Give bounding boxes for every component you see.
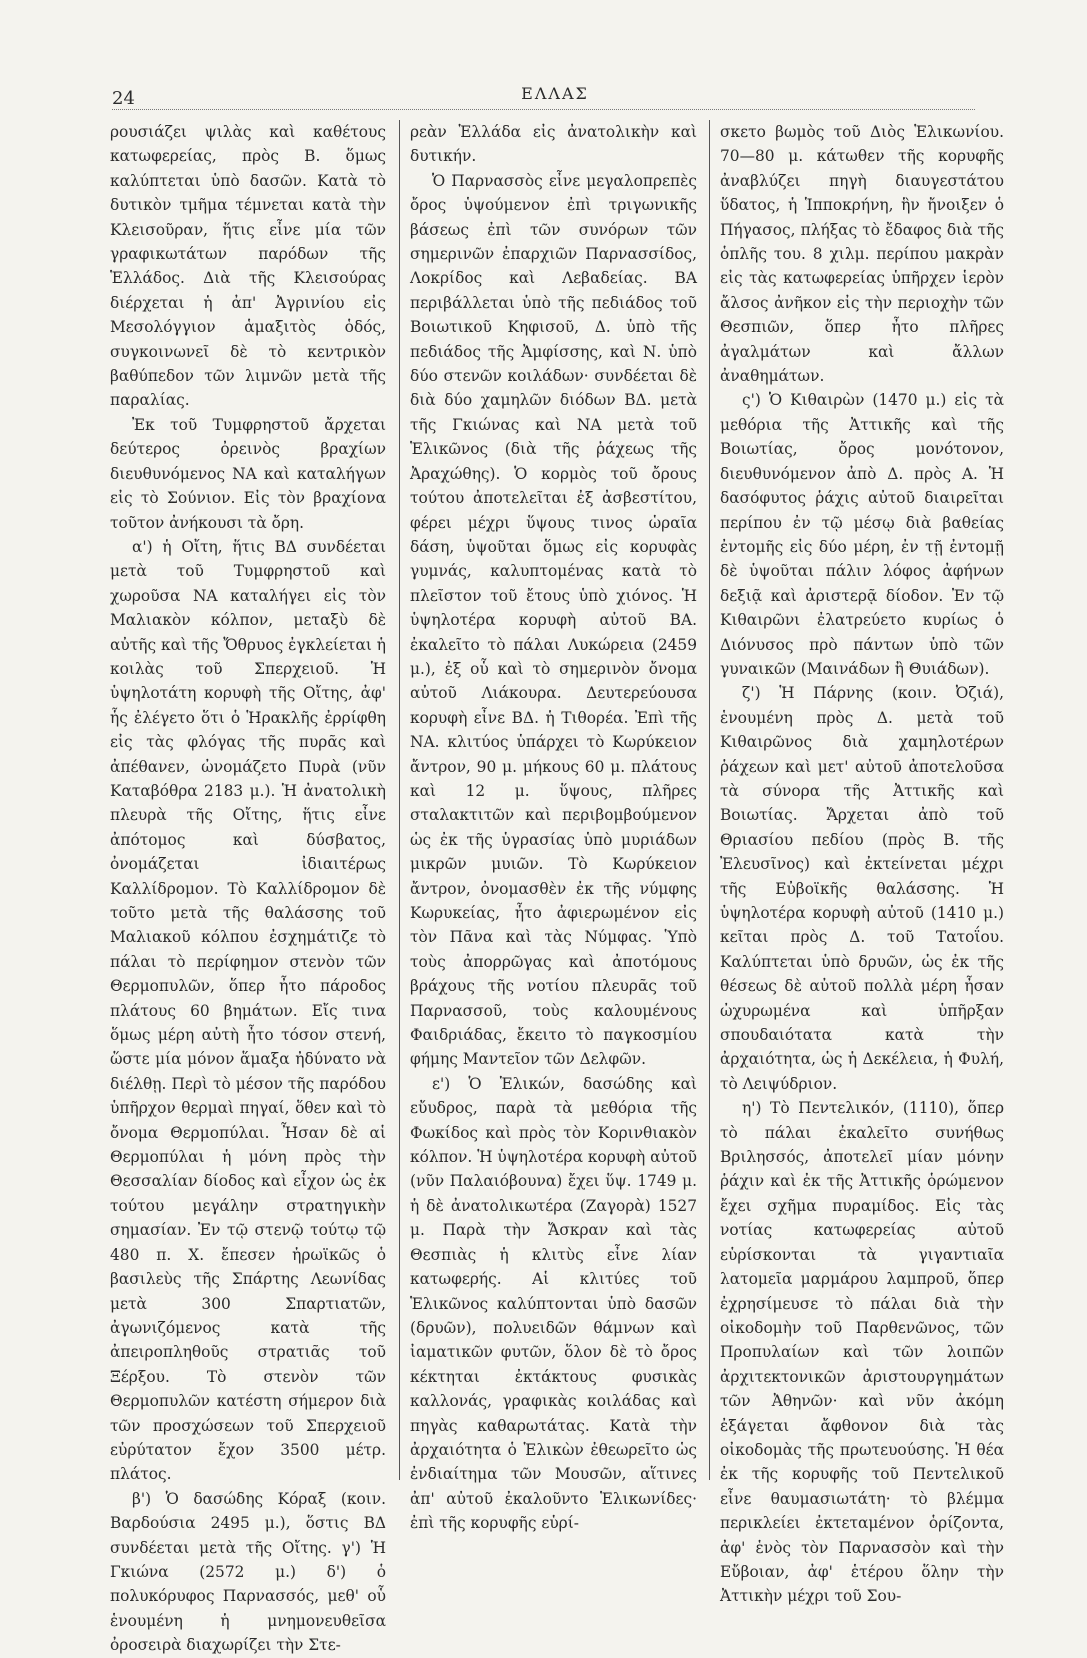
paragraph: Ὁ Παρνασσὸς εἶνε μεγαλοπρεπὲς ὄρος ὑψούμενον ἐπὶ τριγωνικῆς βάσεως ἐπὶ τῶν συνόρων τῶν σημερινῶν ἐπαρχιῶν Παρνασσίδος, Λοκρίδος καὶ Λεβαδείας. ΒΑ περιβάλλεται ὑπὸ τῆς πεδιάδος τοῦ Βοιωτικοῦ Κηφισοῦ, Δ. ὑπὸ τῆς πεδιάδος τῆς Ἀμφίσσης, καὶ Ν. ὑπὸ δύο στενῶν κοιλάδων· συνδέεται δὲ διὰ δύο χαμηλῶν διόδων ΒΔ. μετὰ τῆς Γκιώνας καὶ ΝΑ μετὰ τοῦ Ἑλικῶνος (διὰ τῆς ῥάχεως τῆς Ἀραχώθης). Ὁ κορμὸς τοῦ ὄρους τούτου ἀποτελεῖται ἐξ ἀσβεστίτου, φέρει μέχρι ὕψους τινος ὡραῖα δάση, ὑψοῦται ὅμως εἰς κορυφὰς γυμνάς, καλυπτομένας κατὰ τὸ πλεῖστον τοῦ ἔτους ὑπὸ χιόνος. Ἡ ὑψηλοτέρα κορυφὴ αὐτοῦ ΒΑ. ἐκαλεῖτο τὸ πάλαι Λυκώρεια (2459 μ.), ἐξ οὗ καὶ τὸ σημερινὸν ὄνομα αὐτοῦ Λιάκουρα. Δευτερεύουσα κορυφὴ εἶνε ΒΔ. ἡ Τιθορέα. Ἐπὶ τῆς ΝΑ. κλιτύος ὑπάρχει τὸ Κωρύκειον ἄντρον, 90 μ. μήκους 60 μ. πλάτους καὶ 12 μ. ὕψους, πλῆρες σταλακτιτῶν καὶ περιβομβούμενον ὡς ἐκ τῆς ὑγρασίας ὑπὸ μυριάδων μικρῶν μυιῶν. Τὸ Κωρύκειον ἄντρον, ὀνομασθὲν ἐκ τῆς νύμφης Κωρυκείας, ἦτο ἀφιερωμένον εἰς τὸν Πᾶνα καὶ τὰς Νύμφας. Ὑπὸ τοὺς ἀπορρῶγας καὶ ἀποτόμους βράχους τῆς νοτίου πλευρᾶς τοῦ Παρνασσοῦ, τοὺς καλουμένους Φαιδριάδας, ἔκειτο τὸ παγκοσμίου φήμης Μαντεῖον τῶν Δελφῶν.: [410, 171, 697, 1069]
text-column-1: [110, 120, 386, 1655]
paragraph: ε') Ὁ Ἑλικών, δασώδης καὶ εὔυδρος, παρὰ τὰ μεθόρια τῆς Φωκίδος καὶ πρὸς τὸν Κορινθιακὸν κόλπον. Ἡ ὑψηλοτέρα κορυφὴ αὐτοῦ (νῦν Παλαιόβουνα) ἔχει ὕψ. 1749 μ. ἡ δὲ ἀνατολικωτέρα (Ζαγορὰ) 1527 μ. Παρὰ τὴν Ἄσκραν καὶ τὰς Θεσπιὰς ἡ κλιτὺς εἶνε λίαν κατωφερής. Αἱ κλιτύες τοῦ Ἑλικῶνος καλύπτονται ὑπὸ δασῶν (δρυῶν), πολυειδῶν θάμνων καὶ ἰαματικῶν φυτῶν, ὅλον δὲ τὸ ὄρος κέκτηται ἐκτάκτους φυσικὰς καλλονάς, γραφικὰς κοιλάδας καὶ πηγὰς καθαρωτάτας. Κατὰ τὴν ἀρχαιότητα ὁ Ἑλικὼν ἐθεωρεῖτο ὡς ἐνδιαίτημα τῶν Μουσῶν, αἵτινες ἀπ' αὐτοῦ ἐκαλοῦντο Ἑλικωνίδες· ἐπὶ τῆς κορυφῆς εὑρί-: [410, 1074, 697, 1533]
text-column-3: [720, 120, 1004, 1606]
paragraph: σκετο βωμὸς τοῦ Διὸς Ἑλικωνίου. 70—80 μ. κάτωθεν τῆς κορυφῆς ἀναβλύζει πηγὴ διαυγεστάτου ὕδατος, ἡ Ἱπποκρήνη, ἣν ἤνοιξεν ὁ Πήγασος, πλήξας τὸ ἔδαφος διὰ τῆς ὁπλῆς του. 8 χιλμ. περίπου μακρὰν εἰς τὰς κατωφερείας ὑπῆρχεν ἱερὸν ἄλσος ἀνῆκον εἰς τὴν περιοχὴν τῶν Θεσπιῶν, ὅπερ ἦτο πλῆρες ἀγαλμάτων καὶ ἄλλων ἀναθημάτων.: [720, 123, 1004, 386]
paragraph: ρεὰν Ἑλλάδα εἰς ἀνατολικὴν καὶ δυτικήν.: [410, 123, 697, 166]
paragraph: Ἐκ τοῦ Τυμφρηστοῦ ἄρχεται δεύτερος ὀρεινὸς βραχίων διευθυνόμενος ΝΑ καὶ καταλήγων εἰς τὸ Σούνιον. Εἰς τὸν βραχίονα τοῦτον ἀνήκουσι τὰ ὄρη.: [110, 415, 386, 532]
column-rule: [709, 120, 710, 1480]
paragraph: η') Τὸ Πεντελικόν, (1110), ὅπερ τὸ πάλαι ἐκαλεῖτο συνήθως Βριλησσός, ἀποτελεῖ μίαν μόνην ῥάχιν καὶ ἐκ τῆς Ἀττικῆς ὁρώμενον ἔχει σχῆμα πυραμίδος. Εἰς τὰς νοτίας κατωφερείας αὐτοῦ εὑρίσκονται τὰ γιγαντιαῖα λατομεῖα μαρμάρου λαμπροῦ, ὅπερ ἐχρησίμευσε τὸ πάλαι διὰ τὴν οἰκοδομὴν τοῦ Παρθενῶνος, τῶν Προπυλαίων καὶ τῶν λοιπῶν ἀρχιτεκτονικῶν ἀριστουργημάτων τῶν Ἀθηνῶν· καὶ νῦν ἀκόμη ἐξάγεται ἄφθονον διὰ τὰς οἰκοδομὰς τῆς πρωτευούσης. Ἡ θέα ἐκ τῆς κορυφῆς τοῦ Πεντελικοῦ εἶνε θαυμασιωτάτη· τὸ βλέμμα περικλείει ἐκτεταμένον ὁρίζοντα, ἀφ' ἑνὸς τὸν Παρνασσὸν καὶ τὴν Εὔβοιαν, ἀφ' ἑτέρου ὅλην τὴν Ἀττικὴν μέχρι τοῦ Σου-: [720, 1099, 1004, 1606]
paragraph: ζ') Ἡ Πάρνης (κοιν. Ὀζιά), ἑνουμένη πρὸς Δ. μετὰ τοῦ Κιθαιρῶνος διὰ χαμηλοτέρων ῥάχεων καὶ μετ' αὐτοῦ ἀποτελοῦσα τὰ σύνορα τῆς Ἀττικῆς καὶ Βοιωτίας. Ἄρχεται ἀπὸ τοῦ Θριασίου πεδίου (πρὸς Β. τῆς Ἐλευσῖνος) καὶ ἐκτείνεται μέχρι τῆς Εὐβοϊκῆς θαλάσσης. Ἡ ὑψηλοτέρα κορυφὴ αὐτοῦ (1410 μ.) κεῖται πρὸς Δ. τοῦ Τατοΐου. Καλύπτεται ὑπὸ δρυῶν, ὡς ἐκ τῆς θέσεως δὲ αὐτοῦ πολλὰ μέρη ἦσαν ὠχυρωμένα καὶ ὑπῆρξαν σπουδαιότατα κατὰ τὴν ἀρχαιότητα, ὡς ἡ Δεκέλεια, ἡ Φυλή, τὸ Λειψύδριον.: [720, 684, 1004, 1093]
paragraph: ς') Ὁ Κιθαιρὼν (1470 μ.) εἰς τὰ μεθόρια τῆς Ἀττικῆς καὶ τῆς Βοιωτίας, ὄρος μονότονον, διευθυνόμενον ἀπὸ Δ. πρὸς Α. Ἡ δασόφυτος ῥάχις αὐτοῦ διαιρεῖται περίπου ἐν τῷ μέσῳ διὰ βαθείας ἐντομῆς εἰς δύο μέρη, ἐν τῇ ἐντομῇ δὲ ὑψοῦται πάλιν λόφος ἀφήνων δεξιᾷ καὶ ἀριστερᾷ δίοδον. Ἐν τῷ Κιθαιρῶνι ἐλατρεύετο κυρίως ὁ Διόνυσος πρὸ πάντων ὑπὸ τῶν γυναικῶν (Μαινάδων ἢ Θυιάδων).: [720, 391, 1004, 678]
text-column-2: [410, 120, 697, 1533]
paragraph: ρουσιάζει ψιλὰς καὶ καθέτους κατωφερείας, πρὸς Β. ὅμως καλύπτεται ὑπὸ δασῶν. Κατὰ τὸ δυτικὸν τμῆμα τέμνεται κατὰ τὴν Κλεισοῦραν, ἥτις εἶνε μία τῶν γραφικωτάτων παρόδων τῆς Ἑλλάδος. Διὰ τῆς Κλεισούρας διέρχεται ἡ ἀπ' Ἀγρινίου εἰς Μεσολόγγιον ἁμαξιτὸς ὁδός, συγκοινωνεῖ δὲ τὸ κεντρικὸν βαθύπεδον τῶν λιμνῶν μετὰ τῆς παραλίας.: [110, 123, 386, 410]
paragraph: α') ἡ Οἴτη, ἥτις ΒΔ συνδέεται μετὰ τοῦ Τυμφρηστοῦ καὶ χωροῦσα ΝΑ καταλήγει εἰς τὸν Μαλιακὸν κόλπον, μεταξὺ δὲ αὐτῆς καὶ τῆς Ὄθρυος ἐγκλείεται ἡ κοιλὰς τοῦ Σπερχειοῦ. Ἡ ὑψηλοτάτη κορυφὴ τῆς Οἴτης, ἀφ' ἧς ἐλέγετο ὅτι ὁ Ἡρακλῆς ἐρρίφθη εἰς τὰς φλόγας τῆς πυρᾶς καὶ ἀπέθανεν, ὠνομάζετο Πυρὰ (νῦν Καταβόθρα 2183 μ.). Ἡ ἀνατολικὴ πλευρὰ τῆς Οἴτης, ἥτις εἶνε ἀπότομος καὶ δύσβατος, ὀνομάζεται ἰδιαιτέρως Καλλίδρομον. Τὸ Καλλίδρομον δὲ τοῦτο μετὰ τῆς θαλάσσης τοῦ Μαλιακοῦ κόλπου ἐσχημάτιζε τὸ πάλαι τὸ περίφημον στενὸν τῶν Θερμοπυλῶν, ὅπερ ἦτο πάροδος πλάτους 60 βημάτων. Εἴς τινα ὅμως μέρη αὐτὴ ἦτο τόσον στενή, ὥστε μία μόνον ἅμαξα ἠδύνατο νὰ διέλθῃ. Περὶ τὸ μέσον τῆς παρόδου ὑπῆρχον θερμαὶ πηγαί, ὅθεν καὶ τὸ ὄνομα Θερμοπύλαι. Ἦσαν δὲ αἱ Θερμοπύλαι ἡ μόνη πρὸς τὴν Θεσσαλίαν δίοδος καὶ εἶχον ὡς ἐκ τούτου μεγάλην στρατηγικὴν σημασίαν. Ἐν τῷ στενῷ τούτῳ τῷ 480 π. Χ. ἔπεσεν ἡρωϊκῶς ὁ βασιλεὺς τῆς Σπάρτης Λεωνίδας μετὰ 300 Σπαρτιατῶν, ἀγωνιζόμενος κατὰ τῆς ἀπειροπληθοῦς στρατιᾶς τοῦ Ξέρξου. Τὸ στενὸν τῶν Θερμοπυλῶν κατέστη σήμερον διὰ τῶν προσχώσεων τοῦ Σπερχειοῦ εὐρύτατον ἔχον 3500 μέτρ. πλάτος.: [110, 537, 386, 1484]
paragraph: β') Ὁ δασώδης Κόραξ (κοιν. Βαρδούσια 2495 μ.), ὅστις ΒΔ συνδέεται μετὰ τῆς Οἴτης. γ') Ἡ Γκιώνα (2572 μ.) δ') ὁ πολυκόρυφος Παρνασσός, μεθ' οὗ ἑνουμένη ἡ μνημονευθεῖσα ὀροσειρὰ διαχωρίζει τὴν Στε-: [110, 1489, 386, 1655]
page-number: 24: [112, 88, 135, 109]
running-head: ΕΛΛΑΣ: [521, 84, 589, 103]
column-rule: [399, 120, 400, 1480]
header-rule: [112, 109, 975, 110]
